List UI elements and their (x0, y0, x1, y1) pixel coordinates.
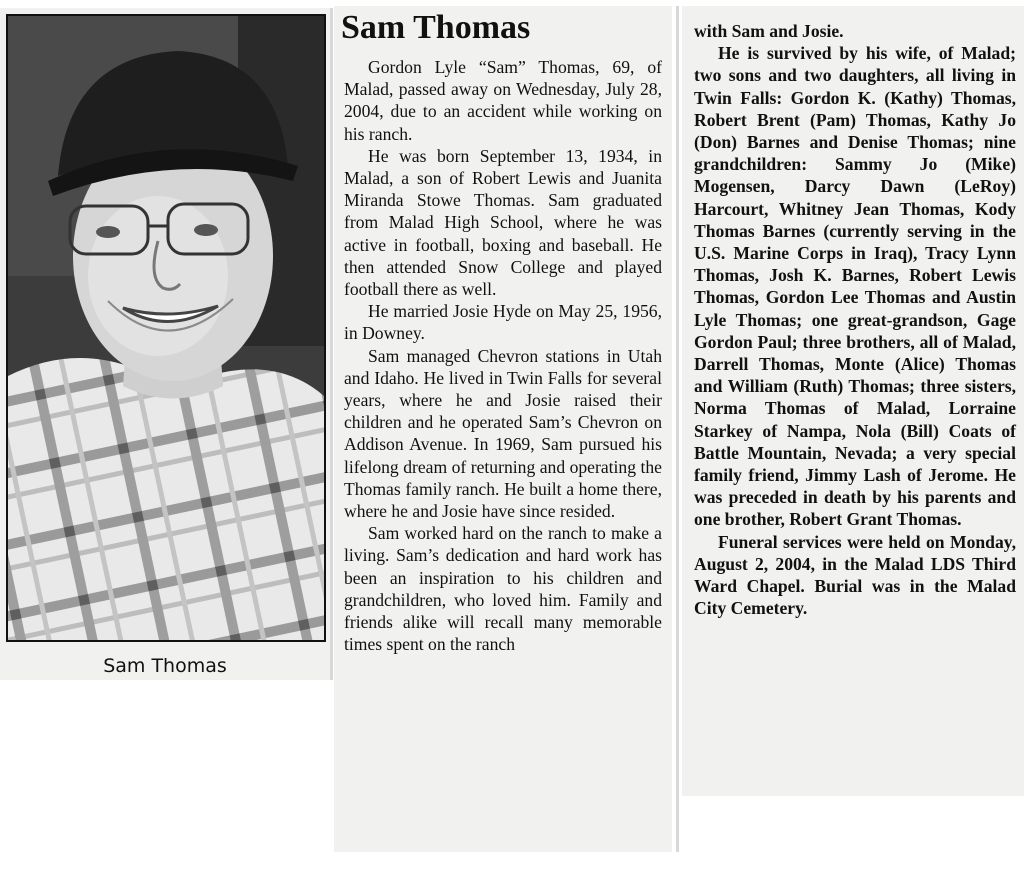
obituary-headline: Sam Thomas (341, 9, 531, 46)
portrait-photo (6, 14, 326, 642)
obituary-paragraph: Sam worked hard on the ranch to make a living. Sam’s dedication and hard work has been an inspiration to his children and grandchildren, who loved him. Family and friends alike will recall many memorable times spent on the ranch (344, 523, 662, 655)
obituary-column-middle (344, 56, 662, 655)
obituary-paragraph: with Sam and Josie. (694, 21, 844, 41)
obituary-paragraph: Sam managed Chevron stations in Utah and Idaho. He lived in Twin Falls for several years, where he and Josie raised their children and he operated Sam’s Chevron on Addison Avenue. In 1969, Sam pursued his lifelong dream of returning and operating the Thomas family ranch. He built a home there, where he and Josie have since resided. (344, 345, 662, 522)
obituary-paragraph: Funeral services were held on Monday, August 2, 2004, in the Malad LDS Third Ward Chapel. Burial was in the Malad City Cemetery. (694, 531, 1016, 619)
obituary-column-right (694, 20, 1016, 619)
obituary-paragraph: He is survived by his wife, of Malad; two sons and two daughters, all living in Twin Falls: Gordon K. (Kathy) Thomas, Robert Brent (Pam) Thomas, Kathy Jo (Don) Barnes and Denise Thomas; nine grandchildren: Sammy Jo (Mike) Mogensen, Darcy Dawn (LeRoy) Harcourt, Whitney Jean Thomas, Kody Thomas Barnes (currently serving in the U.S. Marine Corps in Iraq), Tracy Lynn Thomas, Josh K. Barnes, Robert Lewis Thomas, Gordon Lee Thomas and Austin Lyle Thomas; one great-grandson, Gage Gordon Paul; three brothers, all of Malad, Darrell Thomas, Monte (Alice) Thomas and William (Ruth) Thomas; three sisters, Norma Thomas of Malad, Lorraine Starkey of Nampa, Nola (Bill) Coats of Battle Mountain, Nevada; a very special family friend, Jimmy Lash of Jerome. He was preceded in death by his parents and one brother, Robert Grant Thomas. (694, 43, 1016, 530)
clipping-divider (330, 8, 333, 680)
portrait-illustration (8, 16, 324, 640)
obituary-paragraph: He married Josie Hyde on May 25, 1956, in Downey. (344, 301, 662, 344)
clipping-divider (676, 6, 679, 852)
photo-caption: Sam Thomas (103, 655, 227, 677)
obituary-paragraph: He was born September 13, 1934, in Malad, a son of Robert Lewis and Juanita Miranda Stowe Thomas. Sam graduated from Malad High School, where he was active in football, boxing and baseball. He then attended Snow College and played football there as well. (344, 145, 662, 300)
obituary-paragraph: Gordon Lyle “Sam” Thomas, 69, of Malad, passed away on Wednesday, July 28, 2004, due to an accident while working on his ranch. (344, 57, 662, 144)
